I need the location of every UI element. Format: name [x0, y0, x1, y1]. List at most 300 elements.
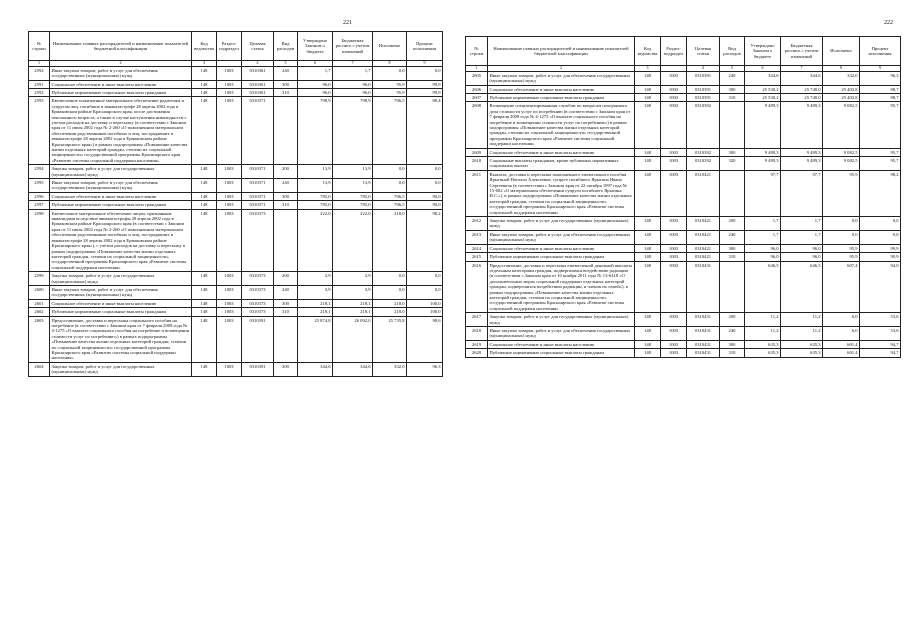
- row-name: Ежемесячное пожизненное материальное обеспечение родителям и супругам лиц, погибших в авиакатастрофе 28 апреля 2002 года в Ермаковском районе Красноярского края, после достижения пенсионного возраста, а также в случае наступления инвалидности с учетом расходов на доставку и пересылку (в соответствии с Законом края от 11 июля 2002 года № 2-260 «О пожизненном материальном обеспечении родственников погибших и лиц, пострадавших в авиакатастрофе 28 апреля 2002 года в Ермаковском районе Красноярского края») в рамках подпрограммы «Повышение качества жизни отдельных категорий граждан, степени их социальной защищенности» государственной программы Красноярского края «Развитие системы социальной поддержки населения»: [50, 97, 192, 165]
- execution-percent: 0,0: [407, 285, 443, 299]
- executed-amount: 601,4: [823, 349, 860, 357]
- execution-percent: 99,9: [860, 244, 901, 252]
- section-code: 1003: [217, 299, 242, 307]
- table-row: [29, 316, 443, 362]
- row-number: 2596: [29, 192, 50, 200]
- section-code: 1003: [217, 66, 242, 80]
- approved-amount: 344,6: [745, 71, 781, 85]
- expense-kind: 320: [720, 157, 745, 171]
- execution-percent: 100,0: [407, 299, 443, 307]
- approved-amount: 635,3: [745, 340, 781, 348]
- table-row: [466, 230, 901, 244]
- expense-kind: 300: [720, 148, 745, 156]
- section-code: 1003: [217, 316, 242, 362]
- target-article: 0310391: [242, 362, 274, 376]
- listing-amount: 96,0: [333, 88, 373, 96]
- col-header-num: № строки: [29, 32, 50, 61]
- listing-amount: 635,3: [781, 349, 823, 357]
- target-article: 0310371: [242, 192, 274, 200]
- expense-kind: 200: [720, 217, 745, 231]
- row-number: 2592: [29, 88, 50, 96]
- dept-code: 148: [192, 179, 217, 193]
- row-name: Социальное обеспечение и иные выплаты населению: [488, 340, 635, 348]
- index-cell: 6: [298, 61, 333, 67]
- section-code: 1003: [661, 326, 687, 340]
- index-cell: 9: [860, 66, 901, 72]
- table-row: [29, 80, 443, 88]
- col-header-section: Раздел-подраздел: [661, 37, 687, 66]
- row-name: Выплата, доставка и пересылка пожизненного ежемесячного пособия Ярыгиной Натальи Алексеевне, супруге погибшего Ярыгина Ивана Сергеевича (в соответствии с Законом края от 22 октября 1997 года № 15-602 «О материальном обеспечении супруги погибшего Ярыгина И.С.»), в рамках подпрограммы «Повышение качества жизни отдельных категорий граждан, степени их социальной защищенности» государственной программы Красноярского края «Развитие системы социальной поддержки населения»: [488, 170, 635, 216]
- dept-code: 148: [192, 66, 217, 80]
- row-number: 2595: [29, 179, 50, 193]
- execution-percent: 98,2: [407, 209, 443, 271]
- approved-amount: 798,9: [298, 97, 333, 165]
- col-header-dept: Код ведомства: [192, 32, 217, 61]
- dept-code: 148: [635, 157, 661, 171]
- expense-kind: [274, 97, 298, 165]
- expense-kind: 240: [720, 71, 745, 85]
- index-cell: 9: [407, 61, 443, 67]
- row-number: 2598: [29, 209, 50, 271]
- expense-kind: 200: [274, 362, 298, 376]
- index-cell: 5: [720, 66, 745, 72]
- approved-amount: 222,0: [298, 209, 333, 271]
- listing-amount: 646,5: [781, 261, 823, 313]
- executed-amount: 0,0: [373, 285, 407, 299]
- executed-amount: 0,0: [373, 179, 407, 193]
- col-header-percent: Процент исполнения: [860, 37, 901, 66]
- listing-amount: 222,0: [333, 209, 373, 271]
- listing-amount: 97,7: [781, 170, 823, 216]
- table-row: [29, 272, 443, 286]
- executed-amount: 95,9: [373, 80, 407, 88]
- approved-amount: 218,1: [298, 308, 333, 316]
- section-code: 1003: [661, 244, 687, 252]
- execution-percent: 0,0: [407, 165, 443, 179]
- execution-percent: 98,7: [860, 85, 901, 93]
- listing-amount: 13,9: [333, 165, 373, 179]
- table-row: [29, 192, 443, 200]
- expense-kind: [720, 102, 745, 148]
- execution-percent: 0,0: [407, 179, 443, 193]
- section-code: 1003: [217, 97, 242, 165]
- section-code: 1003: [661, 157, 687, 171]
- listing-amount: 25 748,0: [781, 93, 823, 101]
- row-number: 2597: [29, 201, 50, 209]
- executed-amount: 0,0: [823, 217, 860, 231]
- table-row: [466, 71, 901, 85]
- approved-amount: 96,0: [298, 88, 333, 96]
- expense-kind: 300: [720, 340, 745, 348]
- approved-amount: 218,1: [298, 299, 333, 307]
- expense-kind: 300: [720, 85, 745, 93]
- listing-amount: 11,2: [781, 326, 823, 340]
- row-number: 2615: [466, 253, 488, 261]
- expense-kind: 240: [274, 179, 298, 193]
- expense-kind: 310: [720, 349, 745, 357]
- execution-percent: 94,7: [860, 349, 901, 357]
- listing-amount: 26 092,0: [333, 316, 373, 362]
- target-article: 0310431: [687, 349, 720, 357]
- listing-amount: 344,6: [333, 362, 373, 376]
- row-name: Социальное обеспечение и иные выплаты населению: [50, 192, 192, 200]
- row-name: Социальное обеспечение и иные выплаты населению: [488, 85, 635, 93]
- section-code: 1003: [217, 362, 242, 376]
- executed-amount: 6,0: [823, 313, 860, 327]
- expense-kind: 240: [720, 326, 745, 340]
- target-article: 0310373: [242, 285, 274, 299]
- row-number: 2613: [466, 230, 488, 244]
- expense-kind: 240: [720, 230, 745, 244]
- executed-amount: 6,0: [823, 326, 860, 340]
- listing-amount: 218,1: [333, 299, 373, 307]
- target-article: 0310391: [687, 93, 720, 101]
- index-cell: 1: [466, 66, 488, 72]
- table-row: [466, 170, 901, 216]
- dept-code: 148: [635, 85, 661, 93]
- row-number: 2599: [29, 272, 50, 286]
- table-row: [466, 349, 901, 357]
- execution-percent: 99,9: [407, 80, 443, 88]
- execution-percent: 98,2: [860, 170, 901, 216]
- index-cell: 7: [333, 61, 373, 67]
- header-row: [29, 32, 443, 61]
- table-row: [29, 299, 443, 307]
- index-cell: 1: [29, 61, 50, 67]
- execution-percent: 90,0: [407, 192, 443, 200]
- row-number: 2603: [29, 316, 50, 362]
- executed-amount: 0,0: [373, 272, 407, 286]
- executed-amount: 95,9: [823, 253, 860, 261]
- table-row: [29, 308, 443, 316]
- dept-code: 148: [635, 230, 661, 244]
- target-article: 0310421: [687, 244, 720, 252]
- executed-amount: 95,9: [373, 88, 407, 96]
- expense-kind: 240: [274, 285, 298, 299]
- approved-amount: 13,9: [298, 165, 333, 179]
- section-code: 1003: [661, 340, 687, 348]
- executed-amount: 25 403,8: [823, 93, 860, 101]
- section-code: 1003: [661, 217, 687, 231]
- executed-amount: 0,0: [373, 165, 407, 179]
- target-article: 0310421: [687, 230, 720, 244]
- row-number: 2604: [29, 362, 50, 376]
- approved-amount: 11,2: [745, 326, 781, 340]
- index-cell: 4: [687, 66, 720, 72]
- listing-amount: 785,0: [333, 201, 373, 209]
- row-number: 2611: [466, 170, 488, 216]
- listing-amount: 3,9: [333, 285, 373, 299]
- index-cell: 4: [242, 61, 274, 67]
- index-cell: 3: [192, 61, 217, 67]
- approved-amount: 96,0: [298, 80, 333, 88]
- dept-code: 148: [192, 201, 217, 209]
- section-code: 1003: [661, 85, 687, 93]
- dept-code: 148: [635, 253, 661, 261]
- approved-amount: 646,5: [745, 261, 781, 313]
- dept-code: 148: [635, 326, 661, 340]
- section-code: 1003: [217, 179, 242, 193]
- section-code: 1003: [217, 201, 242, 209]
- row-name: Иные закупки товаров, работ и услуг для обеспечения государственных (муниципальных) нужд: [488, 326, 635, 340]
- approved-amount: 3,9: [298, 285, 333, 299]
- expense-kind: 200: [274, 272, 298, 286]
- expense-kind: 300: [720, 244, 745, 252]
- target-article: 0310373: [242, 308, 274, 316]
- page-left: [0, 0, 452, 640]
- table-row: [466, 326, 901, 340]
- row-name: Закупка товаров, работ и услуг для государственных (муниципальных) нужд: [50, 362, 192, 376]
- row-number: 2614: [466, 244, 488, 252]
- executed-amount: 218,0: [373, 299, 407, 307]
- approved-amount: 97,7: [745, 170, 781, 216]
- row-name: Социальное обеспечение и иные выплаты населению: [50, 80, 192, 88]
- executed-amount: 0,0: [823, 230, 860, 244]
- section-code: 1003: [661, 230, 687, 244]
- executed-amount: 607,4: [823, 261, 860, 313]
- dept-code: 148: [635, 170, 661, 216]
- dept-code: 148: [635, 148, 661, 156]
- table-row: [29, 179, 443, 193]
- section-code: 1003: [661, 102, 687, 148]
- row-number: 2619: [466, 340, 488, 348]
- target-article: 0310431: [687, 340, 720, 348]
- row-name: Иные закупки товаров, работ и услуг для обеспечения государственных (муниципальных) нужд: [50, 285, 192, 299]
- row-name: Закупка товаров, работ и услуг для государственных (муниципальных) нужд: [488, 217, 635, 231]
- listing-amount: 96,0: [781, 253, 823, 261]
- execution-percent: 100,0: [407, 308, 443, 316]
- executed-amount: 332,0: [373, 362, 407, 376]
- listing-amount: 1,7: [333, 66, 373, 80]
- row-number: 2608: [466, 102, 488, 148]
- col-header-percent: Процент исполнения: [407, 32, 443, 61]
- row-name: Закупка товаров, работ и услуг для государственных (муниципальных) нужд: [488, 313, 635, 327]
- index-cell: 2: [488, 66, 635, 72]
- section-code: 1003: [661, 261, 687, 313]
- table-row: [29, 66, 443, 80]
- target-article: 0310431: [687, 326, 720, 340]
- execution-percent: 88,4: [407, 97, 443, 165]
- approved-amount: 96,0: [745, 253, 781, 261]
- target-article: 0310391: [687, 71, 720, 85]
- row-name: Ежемесячное материальное обеспечение лицам, признанным инвалидами вследствие авиакатастрофы 28 апреля 2002 года в Ермаковском районе Красноярского края (в соответствии с Законом края от 11 июля 2002 года № 2-260 «О пожизненном материальном обеспечении родственников погибших и лиц, пострадавших в авиакатастрофе 28 апреля 2002 года в Ермаковском районе Красноярского края»), с учетом расходов на доставку и пересылку в рамках подпрограммы «Повышение качества жизни отдельных категорий граждан, степени их социальной защищенности» государственной программы Красноярского края «Развитие системы социальной поддержки населения»: [50, 209, 192, 271]
- expense-kind: 300: [274, 80, 298, 88]
- section-code: 1003: [217, 272, 242, 286]
- row-name: Социальное обеспечение и иные выплаты населению: [488, 244, 635, 252]
- row-name: Социальные выплаты гражданам, кроме публичных нормативных социальных выплат: [488, 157, 635, 171]
- executed-amount: 601,4: [823, 340, 860, 348]
- listing-amount: 798,9: [333, 97, 373, 165]
- table-row: [29, 88, 443, 96]
- section-code: 1003: [217, 165, 242, 179]
- executed-amount: 706,5: [373, 201, 407, 209]
- table-row: [29, 165, 443, 179]
- row-name: Публичные нормативные социальные выплаты гражданам: [488, 253, 635, 261]
- listing-amount: 1,7: [781, 230, 823, 244]
- execution-percent: 96,3: [860, 71, 901, 85]
- dept-code: 148: [192, 80, 217, 88]
- expense-kind: 310: [274, 308, 298, 316]
- expense-kind: 310: [274, 88, 298, 96]
- section-code: 1003: [217, 209, 242, 271]
- execution-percent: 90,0: [407, 201, 443, 209]
- executed-amount: 0,0: [373, 66, 407, 80]
- col-header-num: № строки: [466, 37, 488, 66]
- execution-percent: 53,6: [860, 326, 901, 340]
- execution-percent: 0,0: [407, 272, 443, 286]
- expense-kind: 200: [274, 165, 298, 179]
- approved-amount: 25 530,2: [745, 93, 781, 101]
- dept-code: 148: [192, 316, 217, 362]
- approved-amount: 635,3: [745, 349, 781, 357]
- row-number: 2601: [29, 299, 50, 307]
- row-number: 2620: [466, 349, 488, 357]
- page-right: [453, 0, 905, 640]
- col-header-kind: Вид расходов: [720, 37, 745, 66]
- col-header-listing: Бюджетная роспись с учетом изменений: [333, 32, 373, 61]
- executed-amount: 9 082,5: [823, 157, 860, 171]
- execution-percent: 99,9: [860, 253, 901, 261]
- listing-amount: 13,9: [333, 179, 373, 193]
- approved-amount: 25 530,2: [745, 85, 781, 93]
- executed-amount: 95,9: [823, 244, 860, 252]
- target-article: 0310371: [242, 165, 274, 179]
- approved-amount: 9 489,3: [745, 157, 781, 171]
- dept-code: 148: [635, 340, 661, 348]
- dept-code: 148: [192, 299, 217, 307]
- target-article: 0310373: [242, 299, 274, 307]
- target-article: 0310371: [242, 201, 274, 209]
- section-code: 1003: [217, 308, 242, 316]
- col-header-approved: Утверждено Законом о бюджете: [745, 37, 781, 66]
- budget-table: [465, 36, 901, 358]
- approved-amount: 1,7: [745, 217, 781, 231]
- executed-amount: 9 082,5: [823, 148, 860, 156]
- executed-amount: 332,0: [823, 71, 860, 85]
- expense-kind: [720, 261, 745, 313]
- execution-percent: 0,0: [860, 230, 901, 244]
- row-name: Социальное обеспечение и иные выплаты населению: [50, 299, 192, 307]
- row-number: 2617: [466, 313, 488, 327]
- dept-code: 148: [192, 209, 217, 271]
- section-code: 1003: [217, 285, 242, 299]
- col-header-listing: Бюджетная роспись с учетом изменений: [781, 37, 823, 66]
- execution-percent: 95,7: [860, 102, 901, 148]
- listing-amount: 344,6: [781, 71, 823, 85]
- col-header-approved: Утверждено Законом о бюджете: [298, 32, 333, 61]
- executed-amount: 706,5: [373, 192, 407, 200]
- col-header-name: Наименование главных распорядителей и наименование показателей бюджетной классификации: [50, 32, 192, 61]
- approved-amount: 344,6: [298, 362, 333, 376]
- section-code: 1003: [661, 349, 687, 357]
- section-code: 1003: [217, 80, 242, 88]
- execution-percent: 0,0: [407, 66, 443, 80]
- section-code: 1003: [661, 170, 687, 216]
- table-row: [29, 97, 443, 165]
- dept-code: 148: [192, 272, 217, 286]
- table-row: [29, 285, 443, 299]
- row-name: Закупка товаров, работ и услуг для государственных (муниципальных) нужд: [50, 165, 192, 179]
- index-cell: 3: [635, 66, 661, 72]
- listing-amount: 9 489,3: [781, 148, 823, 156]
- target-article: 0310371: [242, 97, 274, 165]
- header-row: [466, 37, 901, 66]
- section-code: 1003: [661, 313, 687, 327]
- row-name: Иные закупки товаров, работ и услуг для обеспечения государственных (муниципальных) нужд: [50, 66, 192, 80]
- expense-kind: 300: [274, 192, 298, 200]
- expense-kind: [720, 170, 745, 216]
- col-header-target: Целевая статья: [687, 37, 720, 66]
- row-name: Публичные нормативные социальные выплаты гражданам: [50, 88, 192, 96]
- row-name: Публичные нормативные социальные выплаты гражданам: [488, 349, 635, 357]
- row-name: Предоставление, доставка и пересылка социального пособия на погребение (в соответствии с Законом края от 7 февраля 2008 года № 4-1275 «О выплате социального пособия на погребение и возмещении стоимости услуг по погребению») в рамках подпрограммы «Повышение качества жизни отдельных категорий граждан, степени их социальной защищенности» государственной программы Красноярского края «Развитие системы социальной поддержки населения»: [50, 316, 192, 362]
- table-row: [29, 201, 443, 209]
- table-row: [466, 244, 901, 252]
- dept-code: 148: [192, 285, 217, 299]
- listing-amount: 11,2: [781, 313, 823, 327]
- execution-percent: 95,7: [860, 157, 901, 171]
- target-article: 0310421: [687, 253, 720, 261]
- row-name: Публичные нормативные социальные выплаты гражданам: [488, 93, 635, 101]
- section-code: 1003: [217, 88, 242, 96]
- target-article: 0310421: [687, 217, 720, 231]
- expense-kind: 310: [720, 253, 745, 261]
- target-article: 0310392: [687, 102, 720, 148]
- row-number: 2612: [466, 217, 488, 231]
- row-number: 2616: [466, 261, 488, 313]
- col-header-kind: Вид расходов: [274, 32, 298, 61]
- section-code: 1003: [661, 71, 687, 85]
- approved-amount: 96,0: [745, 244, 781, 252]
- page-number: 221: [343, 20, 352, 26]
- row-name: Публичные нормативные социальные выплаты гражданам: [50, 308, 192, 316]
- col-header-executed: Исполнено: [373, 32, 407, 61]
- col-header-dept: Код ведомства: [635, 37, 661, 66]
- dept-code: 148: [635, 244, 661, 252]
- col-header-executed: Исполнено: [823, 37, 860, 66]
- target-article: 0310431: [687, 261, 720, 313]
- row-number: 2602: [29, 308, 50, 316]
- table-row: [466, 85, 901, 93]
- index-cell: 6: [745, 66, 781, 72]
- execution-percent: 95,7: [860, 148, 901, 156]
- row-number: 2607: [466, 93, 488, 101]
- row-number: 2591: [29, 80, 50, 88]
- execution-percent: 98,7: [860, 93, 901, 101]
- executed-amount: 706,5: [373, 97, 407, 165]
- executed-amount: 95,9: [823, 170, 860, 216]
- row-number: 2605: [466, 71, 488, 85]
- approved-amount: 3,9: [298, 272, 333, 286]
- section-code: 1003: [661, 253, 687, 261]
- executed-amount: 25 403,8: [823, 85, 860, 93]
- target-article: 0310431: [687, 313, 720, 327]
- row-name: Публичные нормативные социальные выплаты гражданам: [50, 201, 192, 209]
- listing-amount: 785,0: [333, 192, 373, 200]
- expense-kind: 310: [720, 93, 745, 101]
- row-number: 2593: [29, 97, 50, 165]
- row-number: 2600: [29, 285, 50, 299]
- row-number: 2609: [466, 148, 488, 156]
- approved-amount: 9 489,3: [745, 102, 781, 148]
- table-row: [466, 157, 901, 171]
- table-row: [29, 362, 443, 376]
- target-article: 0310361: [242, 80, 274, 88]
- row-name: Иные закупки товаров, работ и услуг для обеспечения государственных (муниципальных) нужд: [488, 230, 635, 244]
- table-row: [466, 93, 901, 101]
- target-article: 0310392: [687, 157, 720, 171]
- listing-amount: 218,1: [333, 308, 373, 316]
